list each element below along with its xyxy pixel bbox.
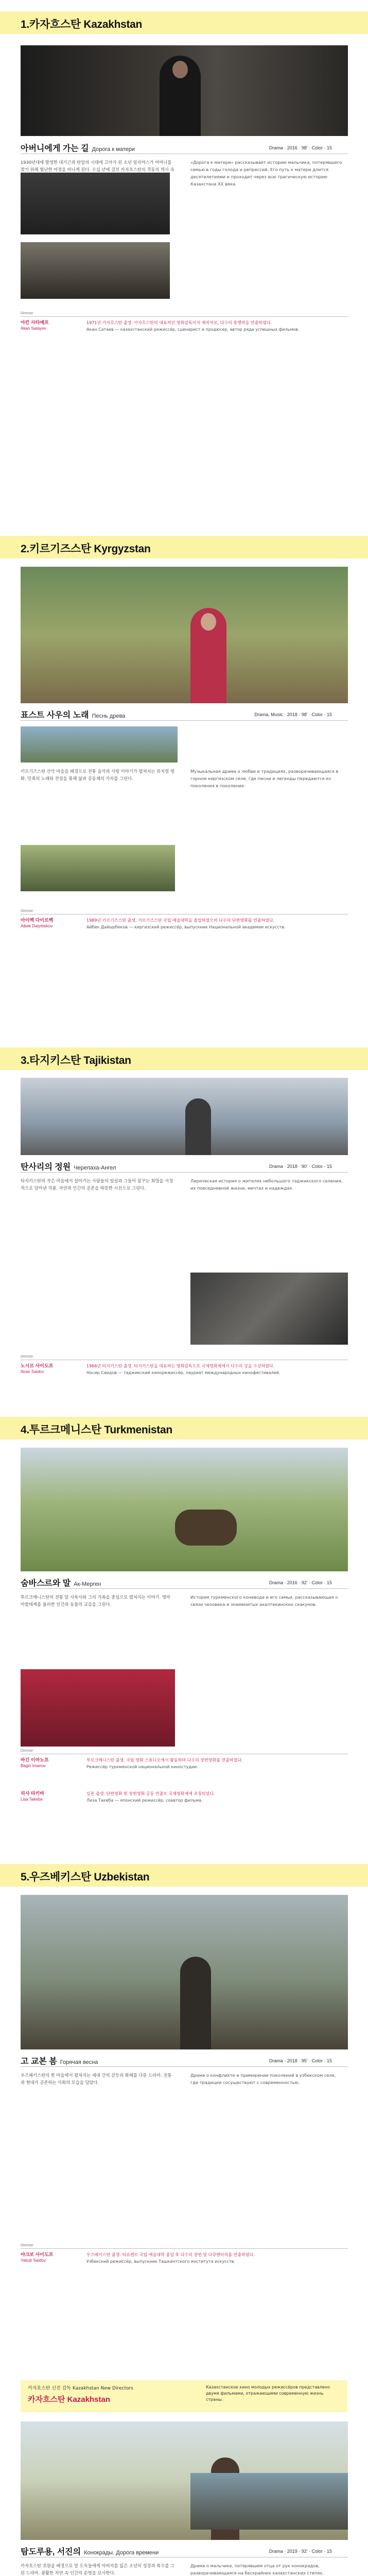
director-bio: 1989년 키르기즈스탄 출생. 키르기즈스탄 국립 예술대학을 졸업하였으며 다수의 단편영화를 연출하였다. Айбек Дайырбеков — киргизский режиссёр, выпускник Национальной академии искусств. [86,918,286,929]
film-title: 숨바스르와 말 Ак-Мерген [21,1579,101,1588]
film-still-photo [21,1448,348,1571]
synopsis-ru: Драма о конфликте и примирении поколений в узбекском селе, где традиции сосуществуют с современностью. [190,2073,336,2085]
section-title: 4.투르크메니스탄 Turkmenistan [21,1424,172,1436]
section-header-kazakhstan [0,11,368,34]
film-meta: Drama · 2016 · 98' · Color · 15 [269,145,332,150]
film-title: 고 교본 봄 Горячая весна [21,2057,98,2066]
intro-ru-text: Казахстанское кино молодых режиссёров представлено двумя фильмами, отражающими современную жизнь страны. [206,2385,330,2402]
film-still-photo [21,45,348,136]
synopsis-ru: История туркменского коневода и его семьи, рассказывающая о связи человека и знаменитых ахалтекинских скакунов. [190,1595,338,1607]
synopsis-ru: Драма о мальчике, потерявшем отца от рук конокрадов, разворачивающаяся на бескрайних казахстанских степях. [190,2563,324,2575]
film-still-photo [21,1895,348,2049]
director-name: 아이벡 다이르벡 Aibek Daiyrbekov [21,918,54,928]
section-header-tajikistan [0,1047,368,1070]
film-meta: Drama, Music · 2018 · 98' · Color · 15 [254,712,332,717]
film-still-photo-3 [21,242,170,299]
director-bio: 1971년 카자흐스탄 출생. 카자흐스탄의 대표적인 영화감독이자 제작자로, 다수의 흥행작을 연출하였다. Акан Сатаев — казахстанский режиссёр, сценарист и продюсер, автор ряда успешных фильмов. [86,320,300,332]
film-meta: Drama · 2018 · 95' · Color · 15 [269,2058,332,2063]
film-meta: Drama · 2018 · 90' · Color · 15 [269,1164,332,1169]
director-tag: Director [21,909,33,913]
director-name: 야크보 사이도프 Yakub Saidov [21,2252,54,2263]
synopsis-ko: 타지키스탄의 작은 마을에서 살아가는 사람들의 일상과 그들이 꿈꾸는 희망을 서정적으로 담아낸 작품. 자연과 인간의 공존을 따뜻한 시선으로 그린다. [21,1178,173,1191]
divider [21,2248,348,2249]
film-title: 표스트 사우의 노래 Песнь древа [21,711,126,720]
synopsis-ko: 투르크메니스탄의 전통 말 사육사와 그의 가족을 중심으로 펼쳐지는 이야기. 명마 아할테케를 둘러싼 인간과 동물의 교감을 그린다. [21,1595,170,1607]
intro-subtitle: 카자흐스탄 신진 감독 Kazakhstan New Directors [28,2386,133,2391]
section-header-turkmenistan [0,1417,368,1439]
director-tag: Director [21,1355,33,1359]
film-still-photo-2 [21,1669,175,1747]
film-still-photo-2 [190,2473,348,2530]
film-still-photo-2 [21,173,170,234]
director-bio-2: 일본 출생. 단편영화 및 장편영화 공동 연출로 국제영화제에 초청되었다. Лиза Такеба — японский режиссёр, соавтор фильма. [86,1791,215,1803]
director-bio: 투르크메니스탄 출생. 국립 영화 스튜디오에서 활동하며 다수의 장편영화를 연출하였다. Режиссёр туркменской национальной киностудии. [86,1758,243,1769]
film-meta: Drama · 2019 · 92' · Color · 15 [269,2549,332,2554]
synopsis-ru: Лирическая история о жителях небольшого таджикского селения, их повседневной жизни, мечтах и надеждах. [190,1178,343,1191]
intro-box [21,2380,347,2412]
director-bio: 1966년 타지키스탄 출생. 타지키스탄을 대표하는 영화감독으로 국제영화제에서 다수의 상을 수상하였다. Носир Саидов — таджикский кинорежиссёр, лауреат международных кинофестивалей. [86,1364,281,1375]
film-title: 탄사리의 정원 Черепаха-Ангел [21,1163,116,1172]
section-title: 2.키르기즈스탄 Kyrgyzstan [21,543,151,555]
film-still-photo [21,1078,348,1155]
intro-title: 카자흐스탄 Kazakhstan [28,2395,110,2404]
synopsis-ko: 우즈베키스탄의 한 마을에서 펼쳐지는 세대 간의 갈등과 화해를 다룬 드라마. 전통과 현대가 공존하는 사회의 모습을 담았다. [21,2073,172,2085]
director-tag: Director [21,2244,33,2247]
film-meta: Drama · 2016 · 92' · Color · 15 [269,1580,332,1585]
synopsis-ko: 1930년대에 발생한 대기근과 탄압의 시대에 고아가 된 소년 일리야스가 어머니를 찾기 위해 험난한 여정을 떠나게 된다. 수십 년에 걸친 카자흐스탄의 격동의 역사 속 [21,160,174,172]
divider [21,316,348,317]
divider [21,720,348,721]
divider [21,2066,348,2067]
director-name: 바긴 이마노프 Bagin Imanov [21,1757,49,1768]
section-title: 3.타지키스탄 Tajikistan [21,1055,131,1066]
director-bio: 우즈베키스탄 출생. 타슈켄트 국립 예술대학 졸업 후 다수의 장편 및 다큐멘터리를 연출하였다. Узбекский режиссёр, выпускник Ташкентского института искусств. [86,2252,255,2264]
film-still-photo-2 [21,726,178,762]
film-still-photo-2 [190,1273,348,1345]
film-still-photo [21,567,348,703]
film-still-photo-3 [21,845,175,891]
film-title: 탐도루용, 서진의 Конокрады. Дорога времени [21,2548,159,2556]
section-header-kyrgyzstan [0,536,368,558]
director-name-2: 리사 타키바 Lisa Takeba [21,1791,44,1802]
synopsis-ru: Музыкальная драма о любви и традициях, разворачивающаяся в горном киргизском селе, где песни и легенды передаются из поколения в поколение. [190,769,339,788]
film-title: 아버니에게 가는 길 Дорога к матери [21,144,135,153]
director-tag: Director [21,312,33,315]
section-title: 1.카자흐스탄 Kazakhstan [21,19,143,30]
divider [21,1588,348,1589]
synopsis-ko: 카자흐스탄 초원을 배경으로 말 도둑들에게 아버지를 잃은 소년의 성장과 복수를 그린 드라마. 광활한 자연 속 인간의 운명을 묘사한다. [21,2563,174,2575]
divider [21,1172,348,1173]
section-header-uzbekistan [0,1864,368,1887]
synopsis-ko: 키르기즈스탄 산악 마을을 배경으로 전통 음악과 사랑 이야기가 펼쳐지는 뮤지컬 영화. 민족의 노래와 전설을 통해 삶과 공동체의 가치를 그린다. [21,769,174,781]
section-title: 5.우즈베키스탄 Uzbekistan [21,1871,150,1883]
synopsis-ru: «Дорога к матери» рассказывает историю мальчика, потерявшего семью в годы голода и репрессий. Его путь к матери длится десятилетиями и проходит через всю трагическую историю Казахстана XX века. [190,160,342,187]
director-name: 노시르 사이도프 Nosir Saidov [21,1363,54,1374]
director-tag: Director [21,1749,33,1753]
director-name: 아킨 사타예프 Akan Satayev [21,320,49,331]
